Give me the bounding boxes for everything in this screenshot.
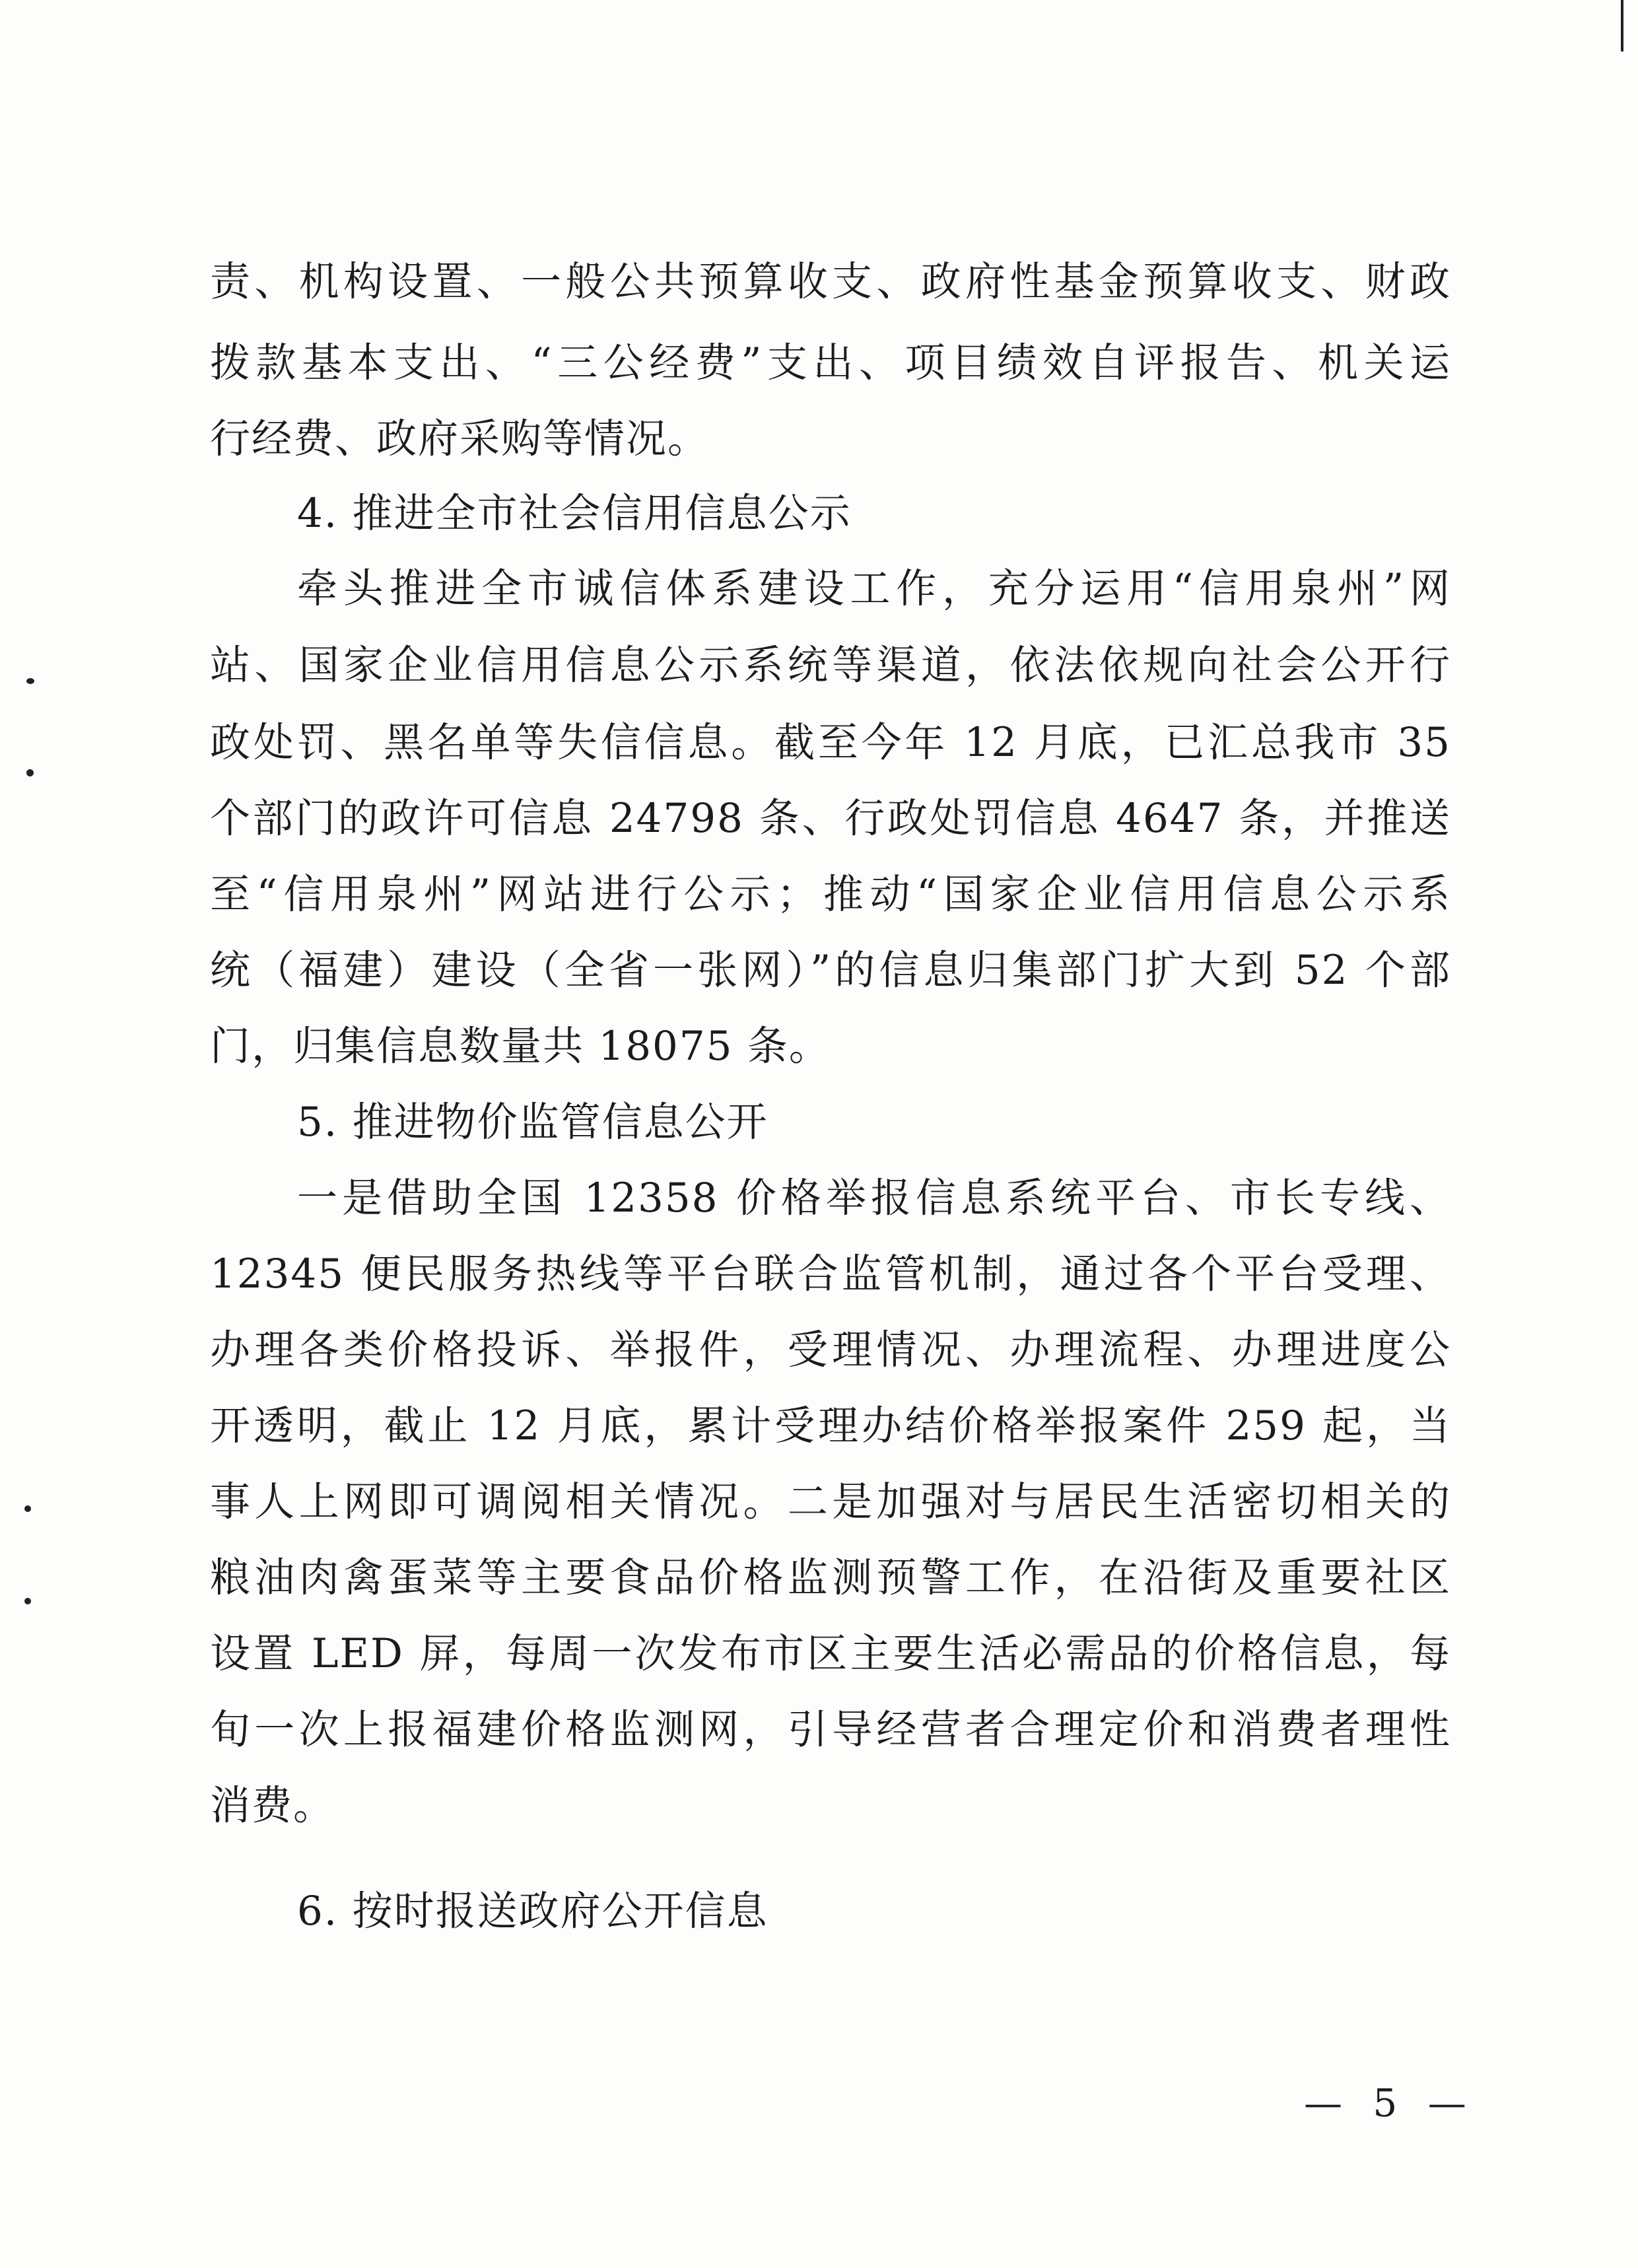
text-line: 门，归集信息数量共 18075 条。 xyxy=(210,1023,831,1070)
text-line: 12345 便民服务热线等平台联合监管机制，通过各个平台受理、 xyxy=(210,1251,1451,1297)
scan-speck xyxy=(24,1598,31,1604)
scan-edge-mark xyxy=(1621,0,1623,52)
text-line: 设置 LED 屏，每周一次发布市区主要生活必需品的价格信息，每 xyxy=(210,1630,1451,1677)
text-line: 办理各类价格投诉、举报件，受理情况、办理流程、办理进度公 xyxy=(210,1326,1451,1373)
text-line: 事人上网即可调阅相关情况。二是加强对与居民生活密切相关的 xyxy=(210,1478,1451,1525)
text-line: 至“信用泉州”网站进行公示；推动“国家企业信用信息公示系 xyxy=(210,871,1451,918)
section-6-heading: 6. 按时报送政府公开信息 xyxy=(297,1888,768,1935)
text-line: 拨款基本支出、“三公经费”支出、项目绩效自评报告、机关运 xyxy=(210,339,1451,386)
text-line: 牵头推进全市诚信体系建设工作，充分运用“信用泉州”网 xyxy=(297,565,1451,612)
text-line: 统（福建）建设（全省一张网）”的信息归集部门扩大到 52 个部 xyxy=(210,947,1451,994)
section-4-heading: 4. 推进全市社会信用信息公示 xyxy=(297,490,852,537)
text-line: 行经费、政府采购等情况。 xyxy=(210,415,710,462)
scan-speck xyxy=(26,769,34,776)
page-number: — 5 — xyxy=(1304,2080,1476,2125)
text-line: 责、机构设置、一般公共预算收支、政府性基金预算收支、财政 xyxy=(210,258,1451,305)
text-line: 个部门的政许可信息 24798 条、行政处罚信息 4647 条，并推送 xyxy=(210,795,1451,842)
text-line: 开透明，截止 12 月底，累计受理办结价格举报案件 259 起，当 xyxy=(210,1402,1451,1449)
text-line: 政处罚、黑名单等失信信息。截至今年 12 月底，已汇总我市 35 xyxy=(210,719,1451,766)
text-line: 站、国家企业信用信息公示系统等渠道，依法依规向社会公开行 xyxy=(210,642,1451,689)
scan-speck xyxy=(24,1505,31,1512)
text-line: 消费。 xyxy=(210,1782,335,1829)
text-line: 一是借助全国 12358 价格举报信息系统平台、市长专线、 xyxy=(297,1175,1451,1221)
scan-speck xyxy=(26,678,34,684)
text-line: 粮油肉禽蛋菜等主要食品价格监测预警工作，在沿街及重要社区 xyxy=(210,1554,1451,1601)
text-line: 旬一次上报福建价格监测网，引导经营者合理定价和消费者理性 xyxy=(210,1706,1451,1753)
section-5-heading: 5. 推进物价监管信息公开 xyxy=(297,1099,768,1146)
